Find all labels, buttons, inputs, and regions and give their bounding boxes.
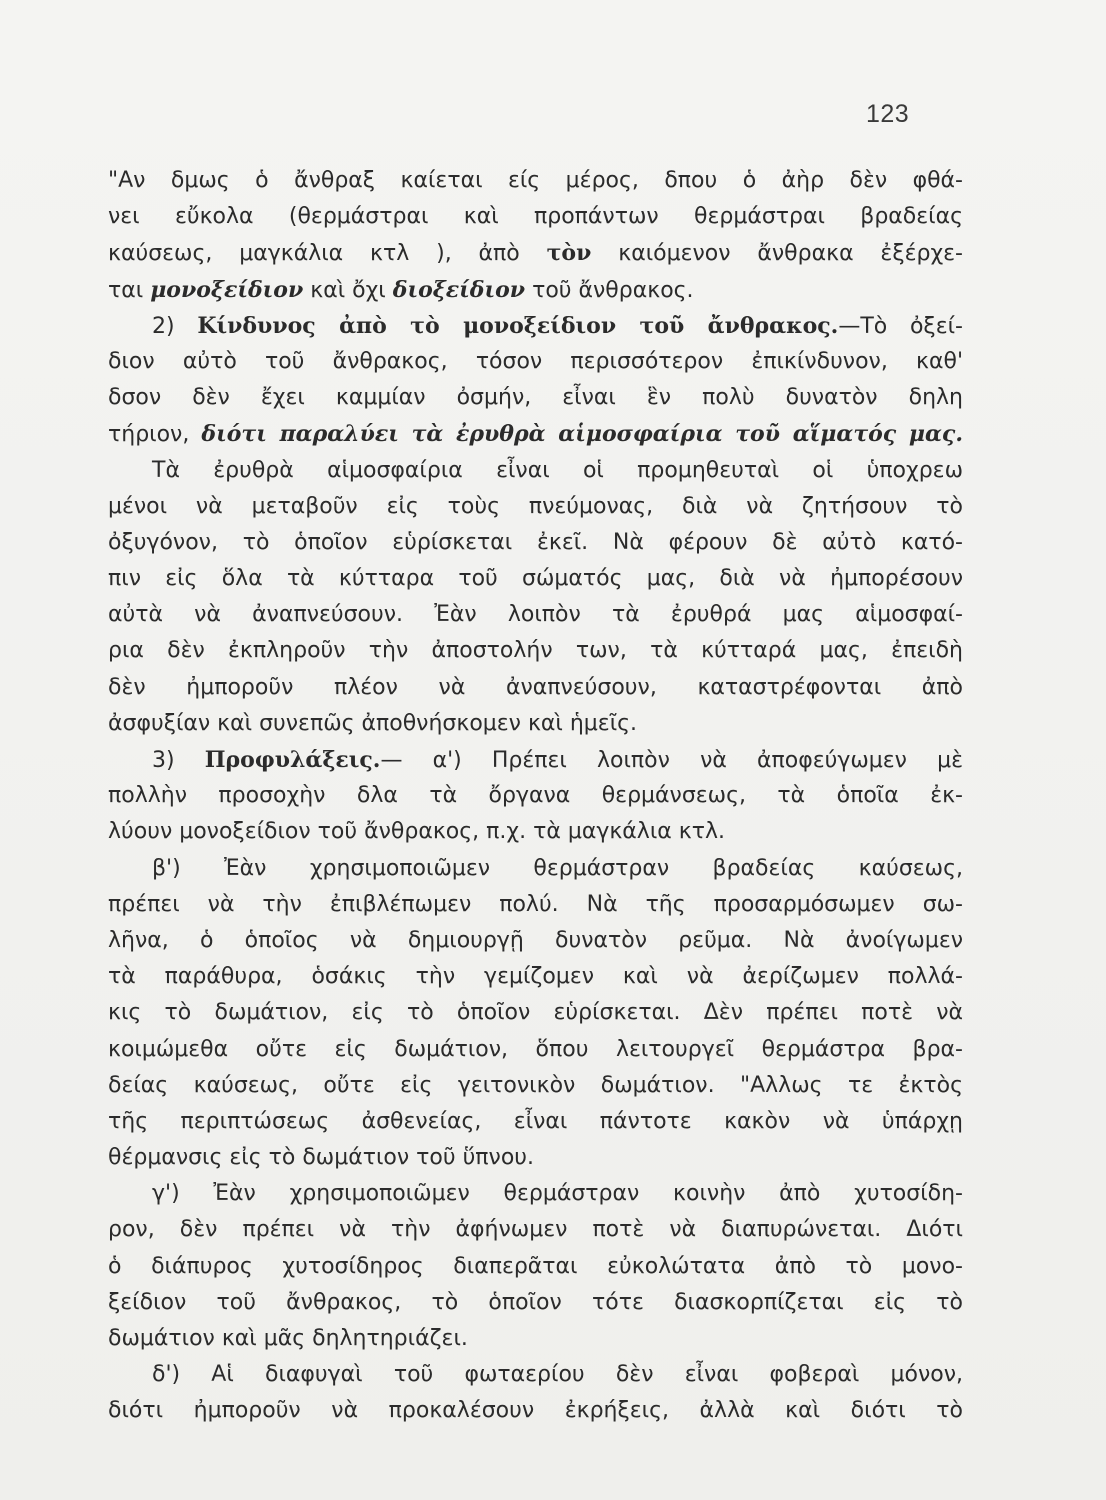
section-number: 2) [152, 313, 175, 339]
text-line: ρια δὲν ἐκπληροῦν τὴν ἀποστολήν των, τὰ κύτταρά μας, ἐπειδὴ [108, 638, 963, 664]
text-line: πιν εἰς ὅλα τὰ κύτταρα τοῦ σώματός μας, διὰ νὰ ἠμπορέσουν [108, 566, 963, 592]
text-line: λύουν μονοξείδιον τοῦ ἄνθρακος, π.χ. τὰ μαγκάλια κτλ. [108, 819, 725, 845]
text-line: λῆνα, ὁ ὁποῖος νὰ δημιουργῇ δυνατὸν ρεῦμα. Νὰ ἀνοίγωμεν [108, 927, 963, 953]
text-line: ἀσφυξίαν καὶ συνεπῶς ἀποθνήσκομεν καὶ ἡμεῖς. [108, 710, 638, 736]
section-number: 3) [152, 748, 175, 773]
text-span: —Τὸ ὀξεί- [838, 313, 963, 339]
text-line: δὲν ἠμποροῦν πλέον νὰ ἀναπνεύσουν, καταστρέφονται ἀπὸ [108, 674, 963, 700]
body-text [108, 163, 963, 1430]
text-line: δ') Αἱ διαφυγαὶ τοῦ φωταερίου δὲν εἶναι φοβεραὶ μόνον, [152, 1362, 963, 1388]
text-line: τῆς περιπτώσεως ἀσθενείας, εἶναι πάντοτε κακὸν νὰ ὑπάρχῃ [108, 1108, 963, 1134]
text-span: ται [108, 277, 144, 303]
emphasized-sentence: διότι παραλύει τὰ ἐρυθρὰ αἱμοσφαίρια τοῦ αἵματός μας. [201, 421, 963, 448]
text-line: ὁ διάπυρος χυτοσίδηρος διαπερᾶται εὐκολώτατα ἀπὸ τὸ μονο- [108, 1253, 963, 1279]
text-span: τήριον, [108, 422, 190, 448]
text-line: διότι ἠμποροῦν νὰ προκαλέσουν ἐκρήξεις, ἀλλὰ καὶ διότι τὸ [108, 1398, 963, 1424]
text-line: διον αὐτὸ τοῦ ἄνθρακος, τόσον περισσότερον ἐπικίνδυνον, καθ' [108, 348, 963, 374]
text-span: καὶ ὄχι [310, 277, 386, 303]
text-line: Τὰ ἐρυθρὰ αἱμοσφαίρια εἶναι οἱ προμηθευταὶ οἱ ὑποχρεω [152, 457, 963, 483]
text-line: ξείδιον τοῦ ἄνθρακος, τὸ ὁποῖον τότε διασκορπίζεται εἰς τὸ [108, 1289, 963, 1315]
text-line: δωμάτιον καὶ μᾶς δηλητηριάζει. [108, 1326, 468, 1351]
text-line [108, 235, 963, 271]
text-line: νει εὔκολα (θερμάστραι καὶ προπάντων θερμάστραι βραδείας [108, 204, 963, 230]
text-line: μένοι νὰ μεταβοῦν εἰς τοὺς πνεύμονας, διὰ νὰ ζητήσουν τὸ [108, 493, 963, 519]
text-line: δείας καύσεως, οὔτε εἰς γειτονικὸν δωμάτιον. "Αλλως τε ἐκτὸς [108, 1072, 963, 1098]
text-line: β') Ἐὰν χρησιμοποιῶμεν θερμάστραν βραδείας καύσεως, [152, 855, 963, 881]
text-line [108, 308, 963, 344]
text-line: δσον δὲν ἔχει καμμίαν ὀσμήν, εἶναι ἓν πολὺ δυνατὸν δηλη [108, 385, 963, 411]
text-line: κοιμώμεθα οὔτε εἰς δωμάτιον, ὅπου λειτουργεῖ θερμάστρα βρα- [108, 1036, 963, 1062]
text-line: "Αν δμως ὁ ἄνθραξ καίεται είς μέρος, δπου ὁ ἀὴρ δὲν φθά- [108, 168, 963, 193]
text-line: γ') Ἐὰν χρησιμοποιῶμεν θερμάστραν κοινὴν ἀπὸ χυτοσίδη- [152, 1181, 963, 1207]
text-span: — α') Πρέπει λοιπὸν νὰ ἀποφεύγωμεν μὲ [380, 748, 963, 773]
text-line: αὐτὰ νὰ ἀναπνεύσουν. Ἐὰν λοιπὸν τὰ ἐρυθρά μας αἱμοσφαί- [108, 602, 963, 628]
text-line [108, 272, 963, 308]
section-heading: Κίνδυνος ἀπὸ τὸ μονοξείδιον τοῦ ἄνθρακος. [197, 312, 839, 339]
page-number: 123 [866, 100, 910, 128]
text-line: ρον, δὲν πρέπει νὰ τὴν ἀφήνωμεν ποτὲ νὰ διαπυρώνεται. Διότι [108, 1217, 963, 1243]
text-line: τὰ παράθυρα, ὁσάκις τὴν γεμίζομεν καὶ νὰ ἀερίζωμεν πολλά- [108, 964, 963, 990]
section-heading: Προφυλάξεις. [204, 747, 381, 773]
text-span: τοῦ ἄνθρακος. [532, 277, 694, 303]
emphasized-term: διοξείδιον [392, 276, 526, 303]
emphasized-term: μονοξείδιον [150, 276, 304, 303]
text-line: κις τὸ δωμάτιον, εἰς τὸ ὁποῖον εὑρίσκεται. Δὲν πρέπει ποτὲ νὰ [108, 1000, 963, 1026]
text-line [108, 742, 963, 778]
text-line: πολλὴν προσοχὴν δλα τὰ ὄργανα θερμάνσεως, τὰ ὁποῖα ἐκ- [108, 783, 963, 809]
text-line: θέρμανσις εἰς τὸ δωμάτιον τοῦ ὕπνου. [108, 1145, 535, 1171]
bold-term: τὸν [546, 240, 592, 267]
text-line: πρέπει νὰ τὴν ἐπιβλέπωμεν πολύ. Νὰ τῆς προσαρμόσωμεν σω- [108, 891, 963, 917]
text-span: καιόμενον ἄνθρακα ἐξέρχε- [618, 241, 963, 267]
text-span: καύσεως, μαγκάλια κτλ ), ἀπὸ [108, 241, 520, 267]
text-line [108, 416, 963, 452]
text-line: ὀξυγόνον, τὸ ὁποῖον εὑρίσκεται ἐκεῖ. Νὰ φέρουν δὲ αὐτὸ κατό- [108, 529, 963, 555]
